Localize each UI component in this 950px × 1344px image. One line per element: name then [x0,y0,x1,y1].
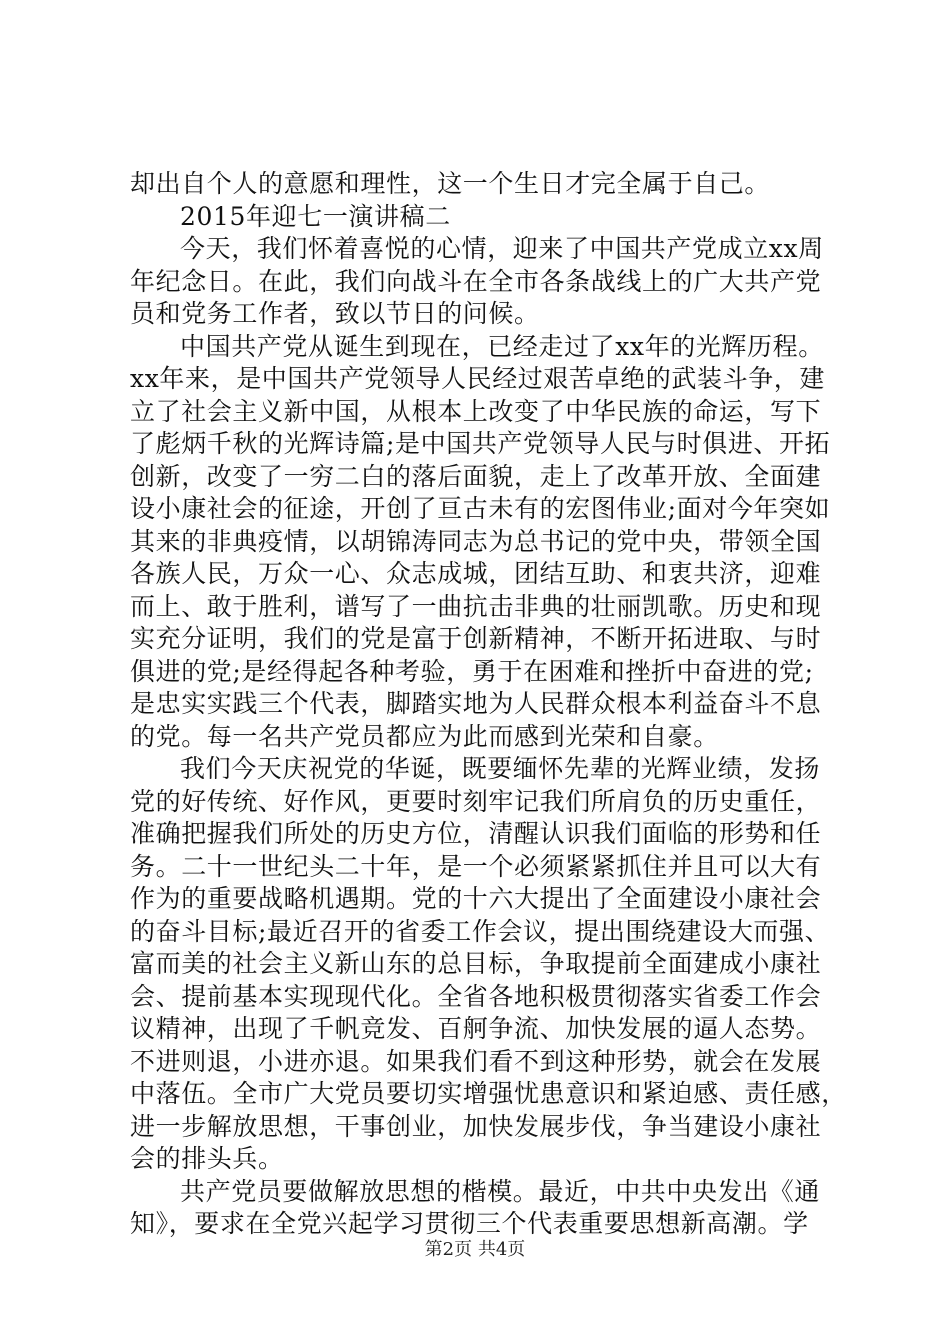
text-line: 的党。每一名共产党员都应为此而感到光荣和自豪。 [130,721,719,751]
text-line: 务。二十一世纪头二十年，是一个必须紧紧抓住并且可以大有 [130,851,822,881]
text-line: 准确把握我们所处的历史方位，清醒认识我们面临的形势和任 [130,819,822,848]
text-line: 会的排头兵。 [130,1144,284,1173]
text-line: 不进则退，小进亦退。如果我们看不到这种形势，就会在发展 [130,1046,822,1076]
text-line: 各族人民，万众一心、众志成城，团结互助、和衷共济，迎难 [130,559,822,588]
text-line: 却出自个人的意愿和理性，这一个生日才完全属于自己。 [130,169,771,198]
text-line: 设小康社会的征途，开创了亘古未有的宏图伟业;面对今年突如 [130,494,831,523]
text-line: 共产党员要做解放思想的楷模。最近，中共中央发出《通 [180,1176,821,1206]
text-line: 富而美的社会主义新山东的总目标，争取提前全面建成小康社 [130,949,822,978]
text-line: 年纪念日。在此，我们向战斗在全市各条战线上的广大共产党 [130,266,822,296]
document-body [130,168,847,1241]
text-line: 中国共产党从诞生到现在，已经走过了xx年的光辉历程。 [180,331,824,361]
text-line: 党的好传统、好作风，更要时刻牢记我们所肩负的历史重任， [130,786,822,816]
text-line: 其来的非典疫情，以胡锦涛同志为总书记的党中央，带领全国 [130,526,822,556]
text-line: 实充分证明，我们的党是富于创新精神，不断开拓进取、与时 [130,624,822,653]
text-line: 而上、敢于胜利，谱写了一曲抗击非典的壮丽凯歌。历史和现 [130,591,822,621]
text-line: 我们今天庆祝党的华诞，既要缅怀先辈的光辉业绩，发扬 [180,754,821,783]
text-line: 作为的重要战略机遇期。党的十六大提出了全面建设小康社会 [130,884,822,913]
text-line: 2015年迎七一演讲稿二 [180,201,451,231]
text-line: 议精神，出现了千帆竞发、百舸争流、加快发展的逼人态势。 [130,1014,822,1043]
text-line: 了彪炳千秋的光辉诗篇;是中国共产党领导人民与时俱进、开拓 [130,429,831,458]
text-line: 创新，改变了一穷二白的落后面貌，走上了改革开放、全面建 [130,461,822,491]
text-line: 中落伍。全市广大党员要切实增强忧患意识和紧迫感、责任感， [130,1079,847,1108]
page-footer: 第2页 共4页 [424,1239,526,1260]
text-line: 今天，我们怀着喜悦的心情，迎来了中国共产党成立xx周 [180,234,824,263]
text-line: 进一步解放思想，干事创业，加快发展步伐，争当建设小康社 [130,1111,822,1141]
text-line: 的奋斗目标;最近召开的省委工作会议，提出围绕建设大而强、 [130,916,831,946]
text-line: 知》，要求在全党兴起学习贯彻三个代表重要思想新高潮。学 [130,1209,809,1238]
text-line: 俱进的党;是经得起各种考验，勇于在困难和挫折中奋进的党; [130,656,814,686]
text-line: 是忠实实践三个代表，脚踏实地为人民群众根本利益奋斗不息 [130,689,822,718]
text-line: 会、提前基本实现现代化。全省各地积极贯彻落实省委工作会 [130,981,822,1011]
text-line: xx年来，是中国共产党领导人民经过艰苦卓绝的武装斗争，建 [130,364,826,393]
text-line: 立了社会主义新中国，从根本上改变了中华民族的命运，写下 [130,396,822,426]
text-line: 员和党务工作者，致以节日的问候。 [130,299,540,328]
